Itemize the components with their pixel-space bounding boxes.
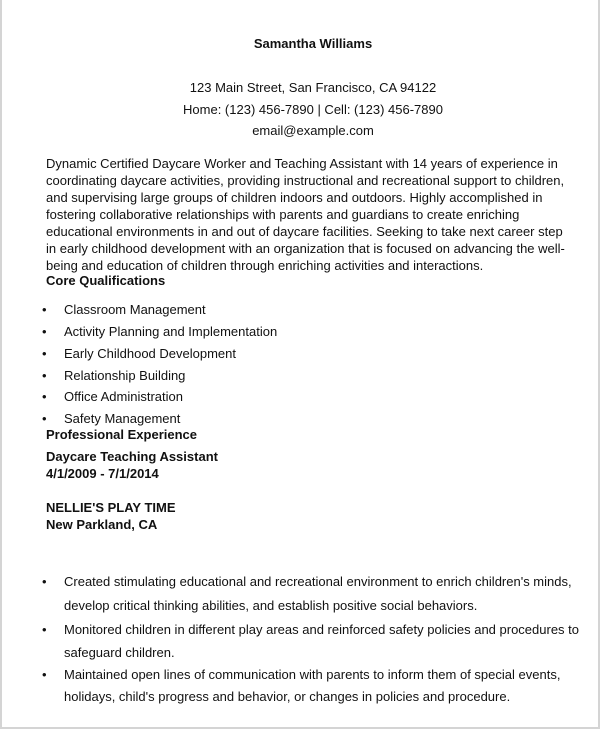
candidate-name: Samantha Williams [253,36,373,51]
list-item-text: develop critical thinking abilities, and establish positive social behaviors. [64,598,478,613]
core-qualifications-heading: Core Qualifications [46,273,166,288]
email: email@example.com [252,123,374,138]
summary-paragraph: Dynamic Certified Daycare Worker and Teaching Assistant with 14 years of experience in coordinating daycare activities, providing instructional and recreational support to children, and supervising large groups of children indoors and outdoors. Highly accomplished in fostering collaborative relationships with parents and guardians to create enriching educational environments in and out of daycare facilities. Seeking to take next career step in early childhood development with an organization that is focused on advancing the well-being and education of children through enriching activities and interactions. [46,156,565,273]
bullet-icon: • [42,324,47,339]
bullet-icon: • [42,368,47,383]
job-title: Daycare Teaching Assistant [46,449,218,464]
bullet-icon: • [42,622,47,637]
list-item-text: Office Administration [64,389,183,404]
location: New Parkland, CA [46,517,158,532]
employer: NELLIE'S PLAY TIME [46,500,176,515]
experience-bullets [42,574,580,711]
list-item-continuation [42,598,562,622]
list-item-text: Safety Management [64,411,181,426]
bullet-icon: • [42,302,47,317]
bullet-icon: • [42,411,47,426]
list-item-text: Activity Planning and Implementation [64,324,278,339]
list-item-text: safeguard children. [64,645,175,660]
bullet-icon: • [42,667,47,682]
list-item-text: Maintained open lines of communication with parents to inform them of special events, [64,667,561,682]
bullet-icon: • [42,346,47,361]
list-item-text: holidays, child's progress and behavior, or changes in policies and procedure. [64,689,511,704]
list-item-text: Monitored children in different play areas and reinforced safety policies and procedures to [64,622,580,637]
professional-experience-heading: Professional Experience [46,427,198,442]
bullet-icon: • [42,389,47,404]
list-item-continuation [42,645,562,667]
list-item-text: Relationship Building [64,368,186,383]
list-item [42,667,562,689]
address: 123 Main Street, San Francisco, CA 94122 [189,80,437,95]
bullet-icon: • [42,574,47,589]
job-dates: 4/1/2009 - 7/1/2014 [46,466,159,481]
list-item-text: Created stimulating educational and recreational environment to enrich children's minds, [64,574,572,589]
list-item [42,622,580,645]
phone: Home: (123) 456-7890 | Cell: (123) 456-7890 [183,102,443,117]
list-item [42,574,572,598]
list-item-text: Classroom Management [64,302,206,317]
list-item-text: Early Childhood Development [64,346,236,361]
list-item-continuation [42,689,562,711]
